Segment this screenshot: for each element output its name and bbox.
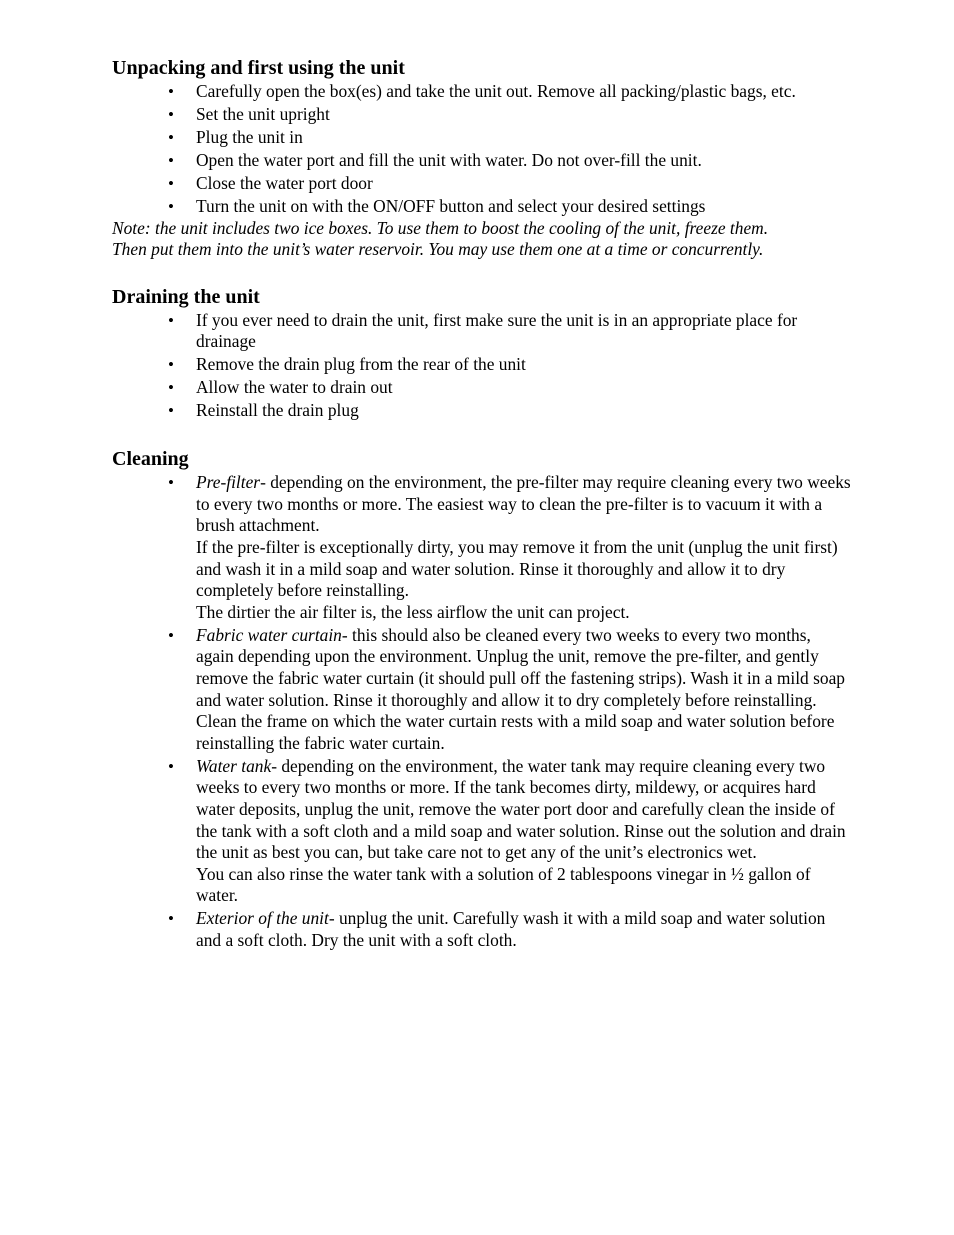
list-item-text: Remove the drain plug from the rear of the unit [196,354,526,375]
list-item [112,400,852,423]
unpacking-list [112,81,852,218]
bullet-icon: • [168,756,174,776]
bullet-icon: • [168,625,174,645]
list-item-text [196,472,852,537]
list-item [112,354,852,377]
list-item [112,310,852,355]
bullet-icon: • [168,150,174,170]
bullet-icon: • [168,355,174,375]
list-item-text [196,756,852,864]
list-item [112,908,852,953]
item-description: - this should also be cleaned every two weeks to every two months, again depending upon the environment. Unplug the unit, remove the pre-filter, and gently remove the fabric water curtain (it should pull off the fastening strips). Wash it in a mild soap and water solution. Rinse it thoroughly and allow it to dry completely before reinstalling. [196,624,845,710]
item-description: - unplug the unit. Carefully wash it with a mild soap and water solution and a soft cloth. Dry the unit with a soft cloth. [196,908,826,950]
list-item [112,150,852,173]
bullet-icon: • [168,909,174,929]
bullet-icon: • [168,196,174,216]
item-extra-paragraph: If the pre-filter is exceptionally dirty, you may remove it from the unit (unplug the unit first) and wash it in a mild soap and water solution. Rinse it thoroughly and allow it to dry completely before reinstalling. [196,537,838,601]
item-term: Water tank [196,755,272,776]
list-item-text: Turn the unit on with the ON/OFF button and select your desired settings [196,195,706,216]
unpacking-note-line-2: Then put them into the unit’s water reservoir. You may use them one at a time or concurrently. [112,239,764,260]
cleaning-list [112,472,852,953]
item-term: Pre-filter [196,472,261,493]
bullet-icon: • [168,473,174,493]
bullet-icon: • [168,173,174,193]
item-description: - depending on the environment, the pre-filter may require cleaning every two weeks to every two months or more. The easiest way to clean the pre-filter is to vacuum it with a brush attachment. [196,472,851,536]
list-item [112,127,852,150]
list-item-text [196,908,852,951]
list-item-text: If you ever need to drain the unit, first make sure the unit is in an appropriate place for drainage [196,309,798,352]
item-term: Exterior of the unit [196,908,329,929]
list-item [112,104,852,127]
list-item-text: Plug the unit in [196,126,303,147]
list-item [112,756,852,909]
cleaning-heading: Cleaning [112,448,189,471]
list-item-text: Set the unit upright [196,103,330,124]
item-description: - depending on the environment, the water tank may require cleaning every two weeks to every two months or more. If the tank becomes dirty, mildewy, or acquires hard water deposits, unplug the unit, remove the water port door and carefully clean the inside of the tank with a soft cloth and a mild soap and water solution. Rinse out the solution and drain the unit as best you can, but take care not to get any of the unit’s electronics wet. [196,755,846,863]
bullet-icon: • [168,82,174,101]
draining-heading: Draining the unit [112,285,260,308]
bullet-icon: • [168,310,174,330]
document-page [112,56,852,953]
list-item [112,81,852,104]
item-term: Fabric water curtain [196,624,342,645]
list-item [112,472,852,625]
unpacking-note-line-1: Note: the unit includes two ice boxes. To use them to boost the cooling of the unit, freeze them. [112,217,769,238]
draining-list [112,310,852,424]
list-item [112,173,852,196]
section-spacer [112,423,852,447]
item-extra-paragraph: Clean the frame on which the water curtain rests with a mild soap and water solution before reinstalling the fabric water curtain. [196,711,835,753]
list-item [112,625,852,756]
list-item-text [196,625,852,711]
list-item [112,196,852,218]
list-item-text: Close the water port door [196,172,373,193]
item-extra-paragraph: You can also rinse the water tank with a solution of 2 tablespoons vinegar in ½ gallon of water. [196,863,811,906]
bullet-icon: • [168,127,174,147]
bullet-icon: • [168,401,174,421]
bullet-icon: • [168,104,174,124]
list-item-text: Open the water port and fill the unit with water. Do not over-fill the unit. [196,149,702,170]
list-item [112,377,852,400]
list-item-text: Carefully open the box(es) and take the unit out. Remove all packing/plastic bags, etc. [196,81,796,101]
list-item-text: Reinstall the drain plug [196,400,359,421]
list-item-text: Allow the water to drain out [196,377,393,398]
bullet-icon: • [168,378,174,398]
section-spacer [112,261,852,285]
unpacking-heading: Unpacking and first using the unit [112,57,405,79]
item-extra-paragraph: The dirtier the air filter is, the less airflow the unit can project. [196,601,630,622]
